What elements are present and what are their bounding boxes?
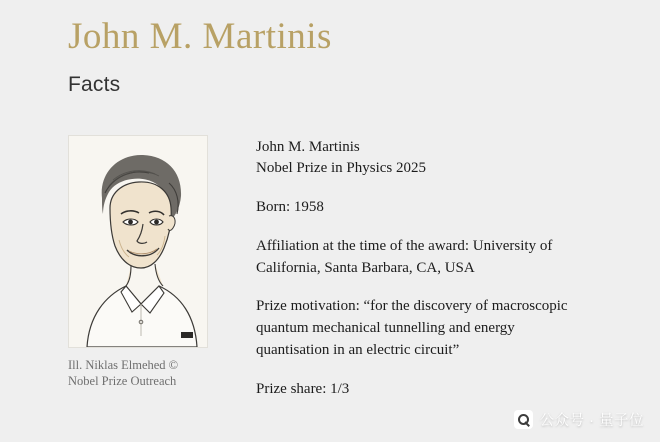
fact-prize: Nobel Prize in Physics 2025 [256, 160, 426, 177]
fact-motivation-line-2: quantum mechanical tunnelling and energy [256, 320, 515, 337]
fact-motivation-line-3: quantisation in an electric circuit” [256, 341, 460, 358]
portrait-illustration [68, 135, 208, 348]
facts-column [222, 135, 660, 418]
page-title: John M. Martinis [68, 16, 332, 57]
magnifier-icon [514, 410, 533, 429]
portrait-caption: Ill. Niklas Elmehed © Nobel Prize Outreach [68, 357, 179, 389]
fact-motivation-line-1: Prize motivation: “for the discovery of macroscopic [256, 298, 568, 315]
fact-affiliation-line-2: California, Santa Barbara, CA, USA [256, 259, 475, 276]
fact-prize-share: Prize share: 1/3 [256, 380, 350, 397]
fact-identity [256, 137, 616, 181]
page-content [68, 0, 660, 442]
fact-affiliation-line-1: Affiliation at the time of the award: University of [256, 237, 553, 254]
portrait-column [68, 135, 222, 418]
fact-name: John M. Martinis [256, 138, 360, 155]
watermark [514, 409, 644, 430]
watermark-text: 公众号 · 量子位 [539, 413, 644, 429]
fact-motivation [256, 296, 616, 361]
fact-born: Born: 1958 [256, 199, 324, 216]
facts-row [68, 135, 660, 418]
section-heading-facts: Facts [68, 72, 121, 96]
fact-affiliation [256, 236, 616, 280]
left-gutter [0, 0, 68, 442]
